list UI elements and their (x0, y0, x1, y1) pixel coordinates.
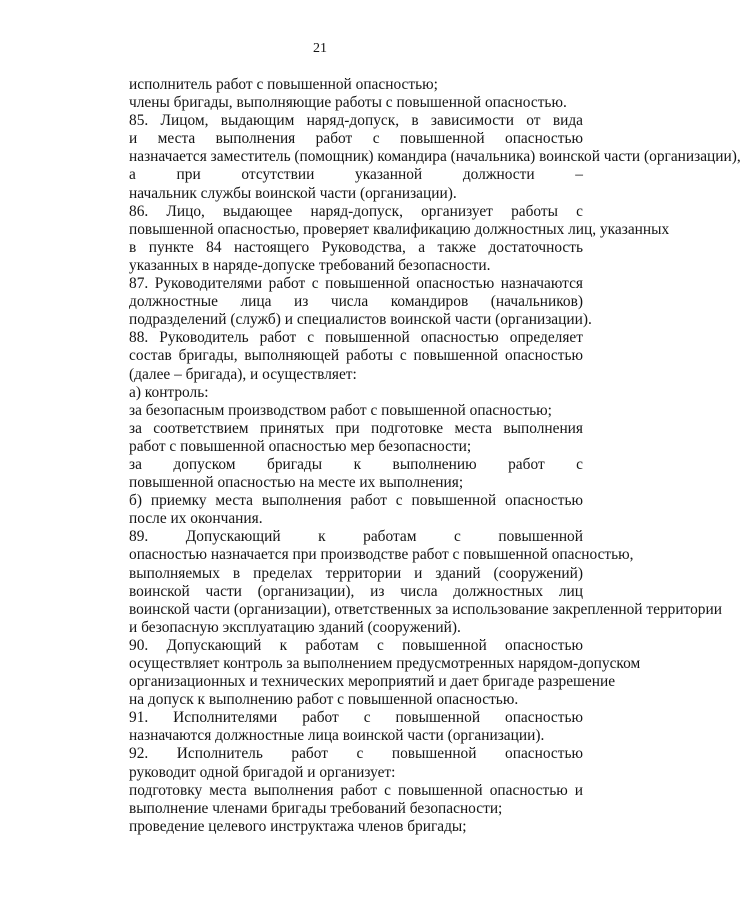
paragraph (89, 492, 583, 528)
text-line: опасностью назначается при производстве работ с повышенной опасностью, (129, 546, 634, 564)
text-line: (далее – бригада), и осуществляет: (129, 365, 357, 383)
text-line: воинской части (организации), ответственных за использование закрепленной территории (129, 600, 722, 618)
document-body (89, 76, 741, 836)
paragraph (89, 745, 583, 781)
paragraph (89, 709, 583, 745)
text-line: в пункте 84 настоящего Руководства, а также достаточность (129, 238, 583, 256)
page-number: 21 (313, 41, 327, 56)
paragraph: исполнитель работ с повышенной опасностью; (129, 76, 438, 93)
text-line: 85. Лицом, выдающим наряд-допуск, в зависимости от вида (129, 112, 583, 130)
text-line: назначается заместитель (помощник) командира (начальника) воинской части (организации), (129, 148, 741, 166)
paragraph: а) контроль: (129, 383, 209, 401)
paragraph (89, 456, 583, 492)
text-line: и места выполнения работ с повышенной опасностью (129, 130, 583, 148)
paragraph: члены бригады, выполняющие работы с повышенной опасностью. (129, 94, 567, 112)
text-line: и безопасную эксплуатацию зданий (сооружений). (129, 618, 461, 636)
text-line: 88. Руководитель работ с повышенной опасностью определяет (129, 329, 583, 347)
paragraph (89, 112, 741, 202)
text-line: 90. Допускающий к работам с повышенной опасностью (129, 636, 583, 654)
paragraph (89, 329, 583, 383)
text-line: назначаются должностные лица воинской части (организации). (129, 727, 545, 745)
text-line: выполняемых в пределах территории и зданий (сооружений) (129, 564, 583, 582)
paragraph (89, 275, 592, 329)
paragraph (89, 782, 583, 818)
text-line: после их окончания. (129, 510, 263, 528)
text-line: на допуск к выполнению работ с повышенной опасностью. (129, 691, 519, 709)
text-line: 89. Допускающий к работам с повышенной (129, 528, 583, 546)
text-line: состав бригады, выполняющей работы с повышенной опасностью (129, 347, 583, 365)
text-line: руководит одной бригадой и организует: (129, 763, 396, 781)
paragraph: за безопасным производством работ с повышенной опасностью; (129, 401, 552, 419)
text-line: 91. Исполнителями работ с повышенной опасностью (129, 709, 583, 727)
text-line: подготовку места выполнения работ с повышенной опасностью и (129, 781, 583, 799)
text-line: воинской части (организации), из числа должностных лиц (129, 582, 583, 600)
text-line: указанных в наряде-допуске требований безопасности. (129, 256, 491, 274)
text-line: осуществляет контроль за выполнением предусмотренных нарядом-допуском (129, 655, 641, 672)
text-line: организационных и технических мероприятий и дает бригаде разрешение (129, 673, 616, 691)
paragraph (89, 528, 722, 637)
text-line: работ с повышенной опасностью мер безопасности; (129, 437, 472, 455)
text-line: а при отсутствии указанной должности – (129, 166, 583, 184)
text-line: начальник службы воинской части (организации). (129, 184, 457, 202)
paragraph (89, 636, 641, 709)
text-line: б) приемку места выполнения работ с повышенной опасностью (129, 492, 583, 510)
text-line: повышенной опасностью, проверяет квалификацию должностных лиц, указанных (129, 220, 670, 238)
paragraph (89, 202, 670, 275)
text-line: повышенной опасностью на месте их выполнения; (129, 474, 464, 492)
text-line: 86. Лицо, выдающее наряд-допуск, организует работы с (129, 202, 583, 220)
text-line: подразделений (служб) и специалистов воинской части (организации). (129, 311, 592, 329)
text-line: 87. Руководителями работ с повышенной опасностью назначаются (129, 275, 583, 293)
text-line: выполнение членами бригады требований безопасности; (129, 799, 503, 817)
text-line: должностные лица из числа командиров (начальников) (129, 293, 583, 311)
text-line: 92. Исполнитель работ с повышенной опасностью (129, 745, 583, 763)
paragraph: проведение целевого инструктажа членов бригады; (129, 817, 467, 835)
paragraph (89, 420, 583, 456)
text-line: за допуском бригады к выполнению работ с (129, 455, 583, 473)
text-line: за соответствием принятых при подготовке места выполнения (129, 419, 583, 437)
